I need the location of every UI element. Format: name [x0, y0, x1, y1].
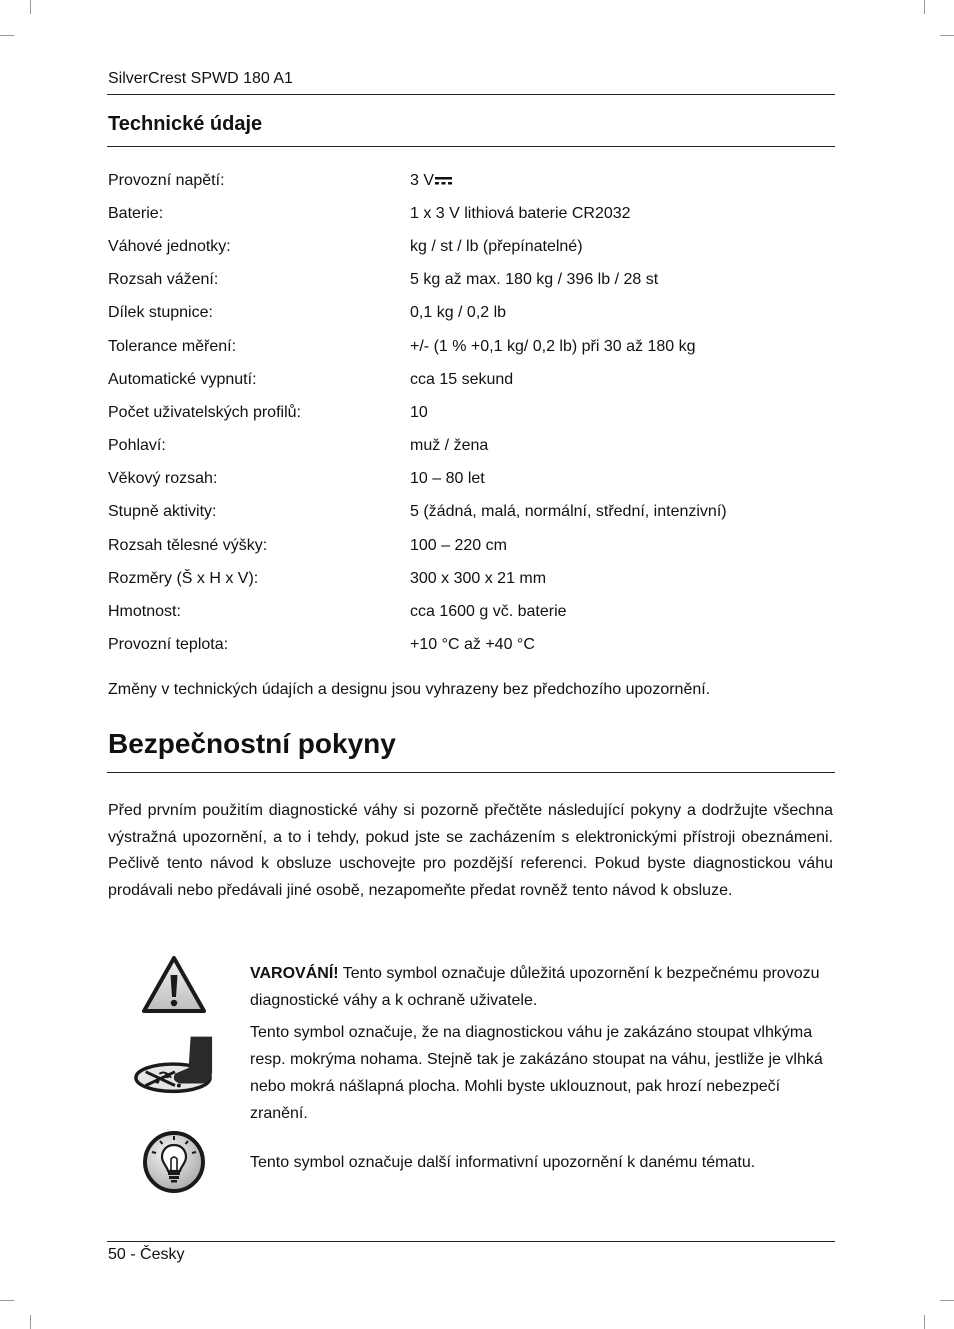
- info-text: Tento symbol označuje další informativní upozornění k danému tématu.: [250, 1154, 756, 1171]
- spec-value: 10: [410, 403, 428, 421]
- warning-label: VAROVÁNÍ!: [250, 965, 339, 982]
- spec-value: [410, 172, 836, 190]
- spec-value: muž / žena: [410, 437, 489, 455]
- spec-value: cca 1600 g vč. baterie: [410, 603, 567, 621]
- spec-value: 1 x 3 V lithiová baterie CR2032: [410, 204, 631, 222]
- spec-row: [108, 496, 836, 529]
- safety-intro: Před prvním použitím diagnostické váhy si pozorně přečtěte následující pokyny a dodržujte všechna výstražná upozornění, a to i tehdy, pokud jste se zacházením s elektronickými přístroji obeznámeni. Pečlivě tento návod k obsluze uschovejte pro pozdější referenci. Pokud byste diagnostickou váhu prodávali nebo předávali jiné osobě, nezapomeňte předat rovněž tento návod k obsluze.: [108, 802, 833, 899]
- spec-value-text: 3 V: [410, 171, 435, 189]
- spec-row: [108, 396, 836, 429]
- spec-label: Rozsah vážení:: [108, 271, 219, 289]
- info-icon-box: [132, 1127, 216, 1197]
- spec-label: Počet uživatelských profilů:: [108, 403, 301, 421]
- section-rule: [107, 772, 835, 773]
- spec-value: 0,1 kg / 0,2 lb: [410, 304, 507, 322]
- spec-label: Rozsah tělesné výšky:: [108, 536, 268, 554]
- warning-triangle-icon: [141, 955, 207, 1015]
- crop-mark: [0, 35, 14, 36]
- spec-row: [108, 264, 836, 297]
- warning-text: [250, 960, 835, 1014]
- header-rule: [107, 94, 835, 95]
- crop-mark: [940, 1300, 954, 1301]
- spec-value: 100 – 220 cm: [410, 536, 507, 554]
- page-number: 50 - Česky: [108, 1246, 185, 1263]
- spec-row: [108, 430, 836, 463]
- crop-mark: [924, 0, 925, 14]
- warning-icon-box: [132, 950, 216, 1020]
- spec-value: cca 15 sekund: [410, 370, 514, 388]
- spec-label: Dílek stupnice:: [108, 304, 213, 322]
- crop-mark: [30, 1315, 31, 1329]
- spec-label: Baterie:: [108, 204, 164, 222]
- section-title-technical: Technické údaje: [108, 113, 263, 135]
- spec-label: Váhové jednotky:: [108, 237, 231, 255]
- spec-row: [108, 463, 836, 496]
- spec-label: Rozměry (Š x H x V):: [108, 569, 259, 587]
- spec-label: Provozní teplota:: [108, 636, 229, 654]
- spec-row: [108, 164, 836, 197]
- spec-label: Automatické vypnutí:: [108, 370, 257, 388]
- spec-row: [108, 595, 836, 628]
- spec-row: [108, 529, 836, 562]
- spec-label: Pohlaví:: [108, 437, 166, 455]
- crop-mark: [924, 1315, 925, 1329]
- direct-current-icon: [435, 177, 452, 186]
- wet-feet-text: Tento symbol označuje, že na diagnostickou váhu je zakázáno stoupat vlhkýma resp. mokrýma nohama. Stejně tak je zakázáno stoupat na váhu, jestliže je vlhká nebo mokrá nášlapná plocha. Mohli byste uklouznout, pak hrozí nebezpečí zranění.: [250, 1024, 823, 1122]
- lightbulb-info-icon: [142, 1130, 206, 1194]
- spec-value: 5 (žádná, malá, normální, střední, intenzivní): [410, 503, 727, 521]
- spec-value: 300 x 300 x 21 mm: [410, 569, 547, 587]
- spec-row: [108, 629, 836, 662]
- spec-table: [108, 164, 836, 662]
- spec-label: Provozní napětí:: [108, 171, 225, 189]
- no-wet-feet-icon: [132, 1032, 216, 1098]
- spec-row: [108, 197, 836, 230]
- section-rule: [107, 146, 835, 147]
- crop-mark: [0, 1300, 14, 1301]
- spec-value: +/- (1 % +0,1 kg/ 0,2 lb) při 30 až 180 kg: [410, 337, 696, 355]
- spec-label: Stupně aktivity:: [108, 503, 217, 521]
- spec-label: Hmotnost:: [108, 603, 181, 621]
- footer-rule: [107, 1241, 835, 1242]
- spec-value: 5 kg až max. 180 kg / 396 lb / 28 st: [410, 271, 659, 289]
- spec-value: +10 °C až +40 °C: [410, 636, 535, 654]
- running-header: SilverCrest SPWD 180 A1: [108, 70, 293, 87]
- warning-description: Tento symbol označuje důležitá upozornění k bezpečnému provozu diagnostické váhy a k ochraně uživatele.: [250, 965, 820, 1009]
- crop-mark: [940, 35, 954, 36]
- spec-row: [108, 562, 836, 595]
- section-title-safety: Bezpečnostní pokyny: [108, 728, 396, 759]
- technical-note: Změny v technických údajích a designu jsou vyhrazeny bez předchozího upozornění.: [108, 681, 711, 698]
- spec-label: Tolerance měření:: [108, 337, 237, 355]
- wet-feet-icon-box: [132, 1030, 216, 1100]
- spec-value: 10 – 80 let: [410, 470, 485, 488]
- spec-row: [108, 230, 836, 263]
- crop-mark: [30, 0, 31, 14]
- spec-row: [108, 363, 836, 396]
- spec-row: [108, 330, 836, 363]
- spec-label: Věkový rozsah:: [108, 470, 218, 488]
- spec-value: kg / st / lb (přepínatelné): [410, 237, 583, 255]
- spec-row: [108, 297, 836, 330]
